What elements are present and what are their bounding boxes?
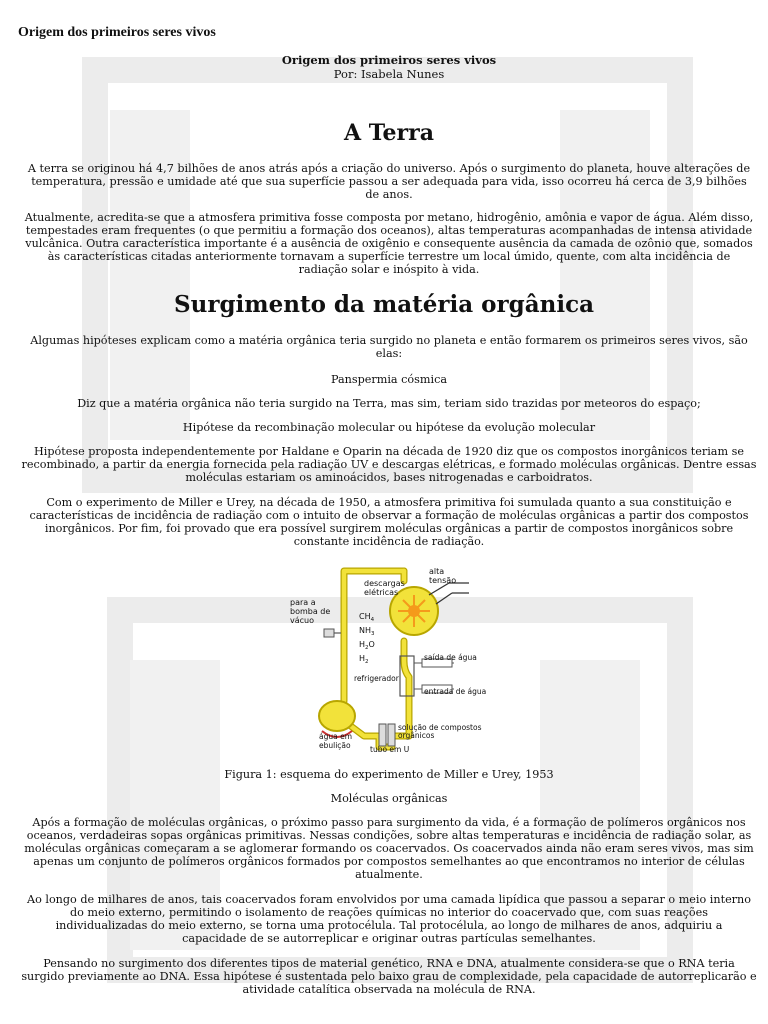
label-refrigerador: refrigerador	[354, 674, 399, 683]
label-h2o: $H_2O$	[359, 640, 375, 651]
label-h2: $H_2$	[359, 654, 369, 665]
boiling-flask	[319, 701, 355, 731]
label-agua-em: água em	[319, 732, 353, 741]
heading-a-terra: A Terra	[343, 120, 434, 146]
label-tubo-u: tubo em U	[370, 745, 410, 753]
miller-urey-diagram	[284, 561, 504, 753]
paragraph-organicas-3: Pensando no surgimento dos diferentes tipos de material genético, RNA e DNA, atualmente considera-se que o RNA teria surgido previamente ao DNA. Essa hipótese é sustentada pelo baixo grau de complexidade, pela capacidade de autorreplicarão e atividade catalítica observada na molécula de RNA.	[21, 957, 757, 996]
label-solucao-2: orgânicos	[398, 731, 435, 740]
recombination-text: Hipótese proposta independentemente por Haldane e Oparin na década de 1920 diz que os compostos inorgânicos teriam se recombinado, a partir da energia fornecida pela radiação UV e descargas elétricas, e formado moléculas orgânicas. Dentre essas moléculas estariam os aminoácidos, bases nitrogenadas e carboidratos.	[21, 445, 757, 484]
label-eletricas: elétricas	[364, 588, 399, 597]
paragraph-terra-1: A terra se originou há 4,7 bilhões de anos atrás após a criação do universo. Após o surgimento do planeta, houve alterações de temperatura, pressão e umidade até que sua superfície passou a ser adequada para vida, isso ocorreu há cerca de 3,9 bilhões de anos.	[27, 162, 751, 201]
label-ch4: $CH_4$	[359, 612, 375, 623]
organicas-title: Moléculas orgânicas	[330, 792, 448, 805]
label-alta: alta	[429, 567, 445, 576]
label-descargas: descargas	[364, 579, 405, 588]
heading-materia-organica: Surgimento da matéria orgânica	[174, 291, 594, 318]
paragraph-organicas-2: Ao longo de milhares de anos, tais coacervados foram envolvidos por uma camada lipídica que passou a separar o meio interno do meio externo, permitindo o isolamento de reações químicas no interior do coacervado que, com suas reações individualizadas do meio externo, se torna uma protocélula. Tal protocélula, ao longo de milhares de anos, adquiriu a capacidade de se autorreplicar e originar outras partículas semelhantes.	[27, 893, 751, 945]
label-entrada-agua: entrada de água	[424, 687, 487, 696]
figure-caption: Figura 1: esquema do experimento de Miller e Urey, 1953	[224, 768, 554, 781]
recombination-title: Hipótese da recombinação molecular ou hipótese da evolução molecular	[182, 421, 596, 434]
label-ebulicao: ebulição	[319, 741, 351, 750]
label-bomba-3: vácuo	[290, 616, 314, 625]
paragraph-organicas-1: Após a formação de moléculas orgânicas, o próximo passo para surgimento da vida, é a formação de polímeros orgânicos nos oceanos, verdadeiras sopas orgânicas primitivas. Nessas condições, sobre altas temperaturas e incidência de radiação solar, as moléculas orgânicas começaram a se aglomerar formando os coacervados. Os coacervados ainda não eram seres vivos, mas sim apenas um conjunto de polímeros orgânicos formados por compostos semelhantes ao que encontramos no interior de células atualmente.	[24, 816, 754, 881]
label-saida-agua: saída de água	[424, 653, 477, 662]
panspermia-title: Panspermia cósmica	[330, 373, 448, 386]
panspermia-text: Diz que a matéria orgânica não teria surgido na Terra, mas sim, teriam sido trazidas por meteoros do espaço;	[77, 397, 701, 410]
title-block	[0, 53, 768, 81]
page-header-title: Origem dos primeiros seres vivos	[18, 25, 216, 40]
miller-urey-text: Com o experimento de Miller e Urey, na década de 1950, a atmosfera primitiva foi sumulada quanto a sua constituição e características de incidência de radiação com o intuito de observar a formação de moléculas orgânicas a partir dos compostos inorgânicos. Por fim, foi provado que era possível surgirem moléculas orgânicas a partir de compostos inorgânicos sobre constante incidência de radiação.	[29, 496, 749, 548]
label-bomba-2: bomba de	[290, 607, 331, 616]
label-tensao: tensão	[429, 576, 457, 585]
label-nh3: $NH_3$	[359, 626, 375, 637]
document-author: Por: Isabela Nunes	[333, 67, 445, 81]
paragraph-terra-2: Atualmente, acredita-se que a atmosfera primitiva fosse composta por metano, hidrogênio, amônia e vapor de água. Além disso, tempestades eram frequentes (o que permitiu a formação dos oceanos), altas temperaturas acompanhadas de intensa atividade vulcânica. Outra característica importante é a ausência de oxigênio e consequente ausência da camada de ozônio que, somados às características citadas anteriormente tornavam a superfície terrestre um local úmido, quente, com alta incidência de radiação solar e inóspito à vida.	[24, 211, 754, 276]
label-bomba-1: para a	[290, 598, 316, 607]
paragraph-materia-1: Algumas hipóteses explicam como a matéria orgânica teria surgido no planeta e então formarem os primeiros seres vivos, são elas:	[30, 334, 748, 360]
document-title: Origem dos primeiros seres vivos	[281, 53, 497, 67]
label-solucao-1: solução de compostos	[398, 723, 482, 732]
